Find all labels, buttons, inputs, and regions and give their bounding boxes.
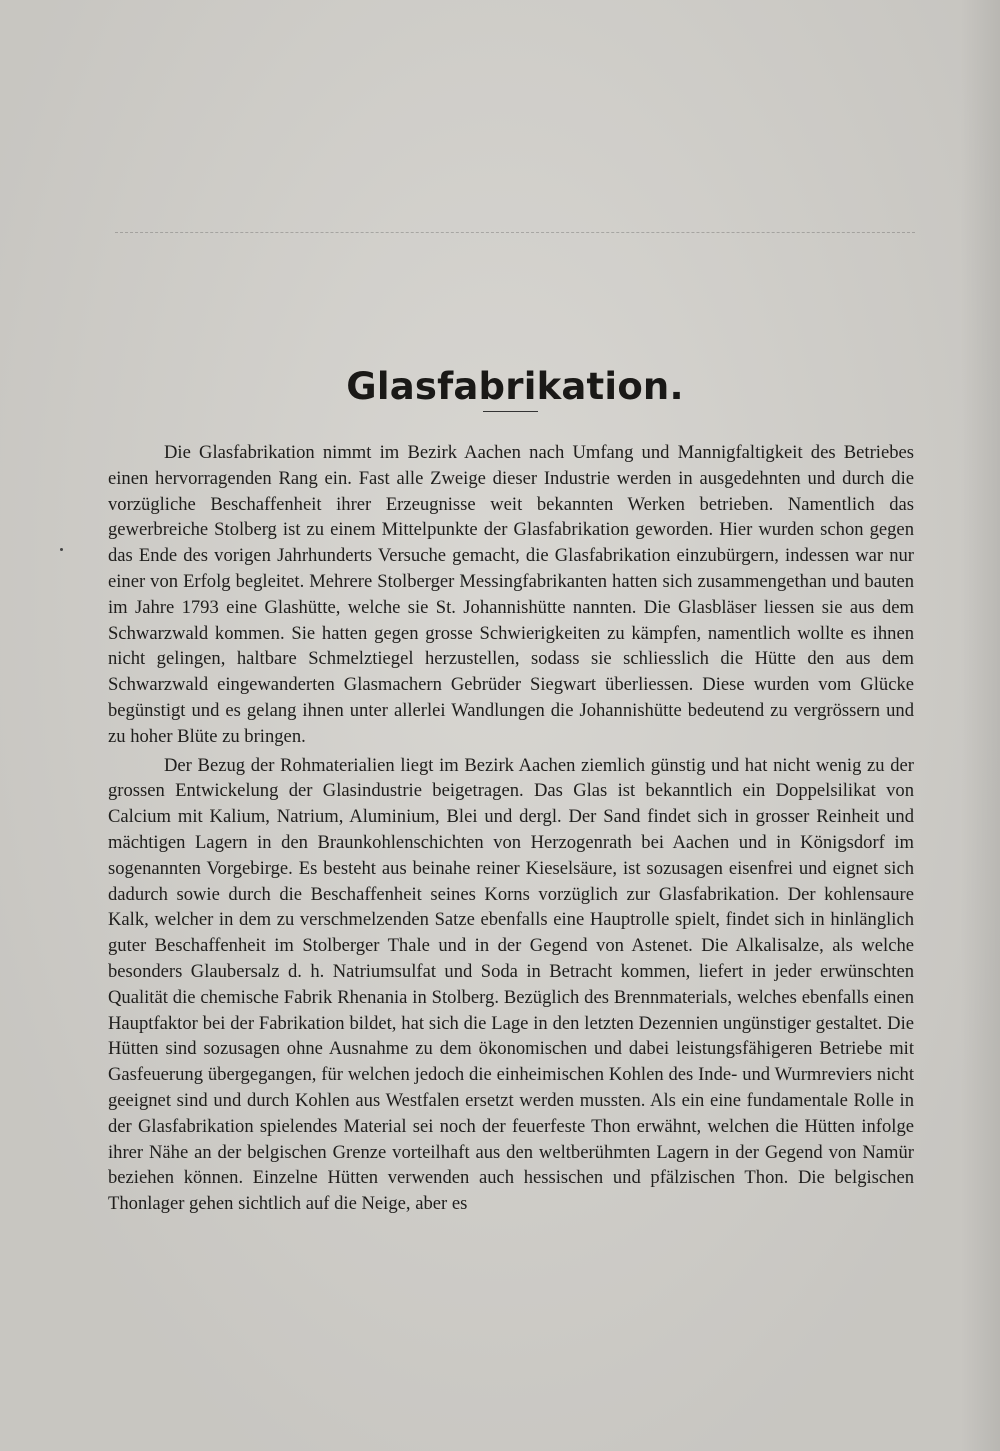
paragraph-2: Der Bezug der Rohmaterialien liegt im Bezirk Aachen ziemlich günstig und hat nicht wenig zu der grossen Entwickelung der Glasindustrie beigetragen. Das Glas ist bekanntlich ein Doppelsilikat von Calcium mit Kalium, Natrium, Aluminium, Blei und dergl. Der Sand findet sich in grosser Reinheit und mächtigen Lagern in den Braunkohlenschichten von Herzogenrath bei Aachen und in Königsdorf im sogenannten Vorgebirge. Es besteht aus beinahe reiner Kieselsäure, ist sozusagen eisenfrei und eignet sich dadurch sowie durch die Beschaffenheit seines Korns vorzüglich zur Glasfabrikation. Der kohlensaure Kalk, welcher in dem zu verschmelzenden Satze ebenfalls eine Hauptrolle spielt, findet sich in hinlänglich guter Beschaffenheit im Stolberger Thale und in der Gegend von Astenet. Die Alkalisalze, als welche besonders Glaubersalz d. h. Natriumsulfat und Soda in Betracht kommen, liefert in jeder erwünschten Qualität die chemische Fabrik Rhenania in Stolberg. Bezüglich des Brennmaterials, welches ebenfalls einen Hauptfaktor bei der Fabrikation bildet, hat sich die Lage in den letzten Dezennien ungünstiger gestaltet. Die Hütten sind sozusagen ohne Ausnahme zu dem ökonomischen und dabei leistungsfähigeren Betriebe mit Gasfeuerung übergegangen, für welchen jedoch die einheimischen Kohlen des Inde- und Wurmreviers nicht geeignet sind und durch Kohlen aus Westfalen ersetzt werden mussten. Als ein eine fundamentale Rolle in der Glasfabrikation spielendes Material sei noch der feuerfeste Thon erwähnt, welchen die Hütten infolge ihrer Nähe an der belgischen Grenze vorteilhaft aus den weltberühmten Lagern in der Gegend von Namür beziehen können. Einzelne Hütten verwenden auch hessischen und pfälzischen Thon. Die belgischen Thonlager gehen sichtlich auf die Neige, aber es — [108, 754, 914, 1215]
bleed-through-rule — [115, 232, 915, 233]
stray-ink-mark — [60, 548, 63, 551]
body-text — [108, 440, 914, 1217]
page-title: Glasfabrikation. — [346, 364, 684, 408]
title-divider — [483, 411, 538, 412]
paragraph-1: Die Glasfabrikation nimmt im Bezirk Aachen nach Umfang und Mannigfaltigkeit des Betriebes einen hervorragenden Rang ein. Fast alle Zweige dieser Industrie werden in ausgedehnten und durch die vorzügliche Beschaffenheit ihrer Erzeugnisse weit bekannten Werken betrieben. Namentlich das gewerbreiche Stolberg ist zu einem Mittelpunkte der Glasfabrikation geworden. Hier wurden schon gegen das Ende des vorigen Jahrhunderts Versuche gemacht, die Glasfabrikation einzubürgern, indessen war nur einer von Erfolg begleitet. Mehrere Stolberger Messingfabrikanten hatten sich zusammengethan und bauten im Jahre 1793 eine Glashütte, welche sie St. Johannishütte nannten. Die Glasbläser liessen sie aus dem Schwarzwald kommen. Sie hatten gegen grosse Schwierigkeiten zu kämpfen, namentlich wollte es ihnen nicht gelingen, haltbare Schmelztiegel herzustellen, sodass sie schliesslich die Hütte den aus dem Schwarzwald eingewanderten Glasmachern Gebrüder Siegwart überliessen. Diese wurden vom Glücke begünstigt und es gelang ihnen unter allerlei Wandlungen die Johannishütte bedeutend zu vergrössern und zu hoher Blüte zu bringen. — [108, 442, 914, 747]
spine-shadow — [960, 0, 1000, 1451]
